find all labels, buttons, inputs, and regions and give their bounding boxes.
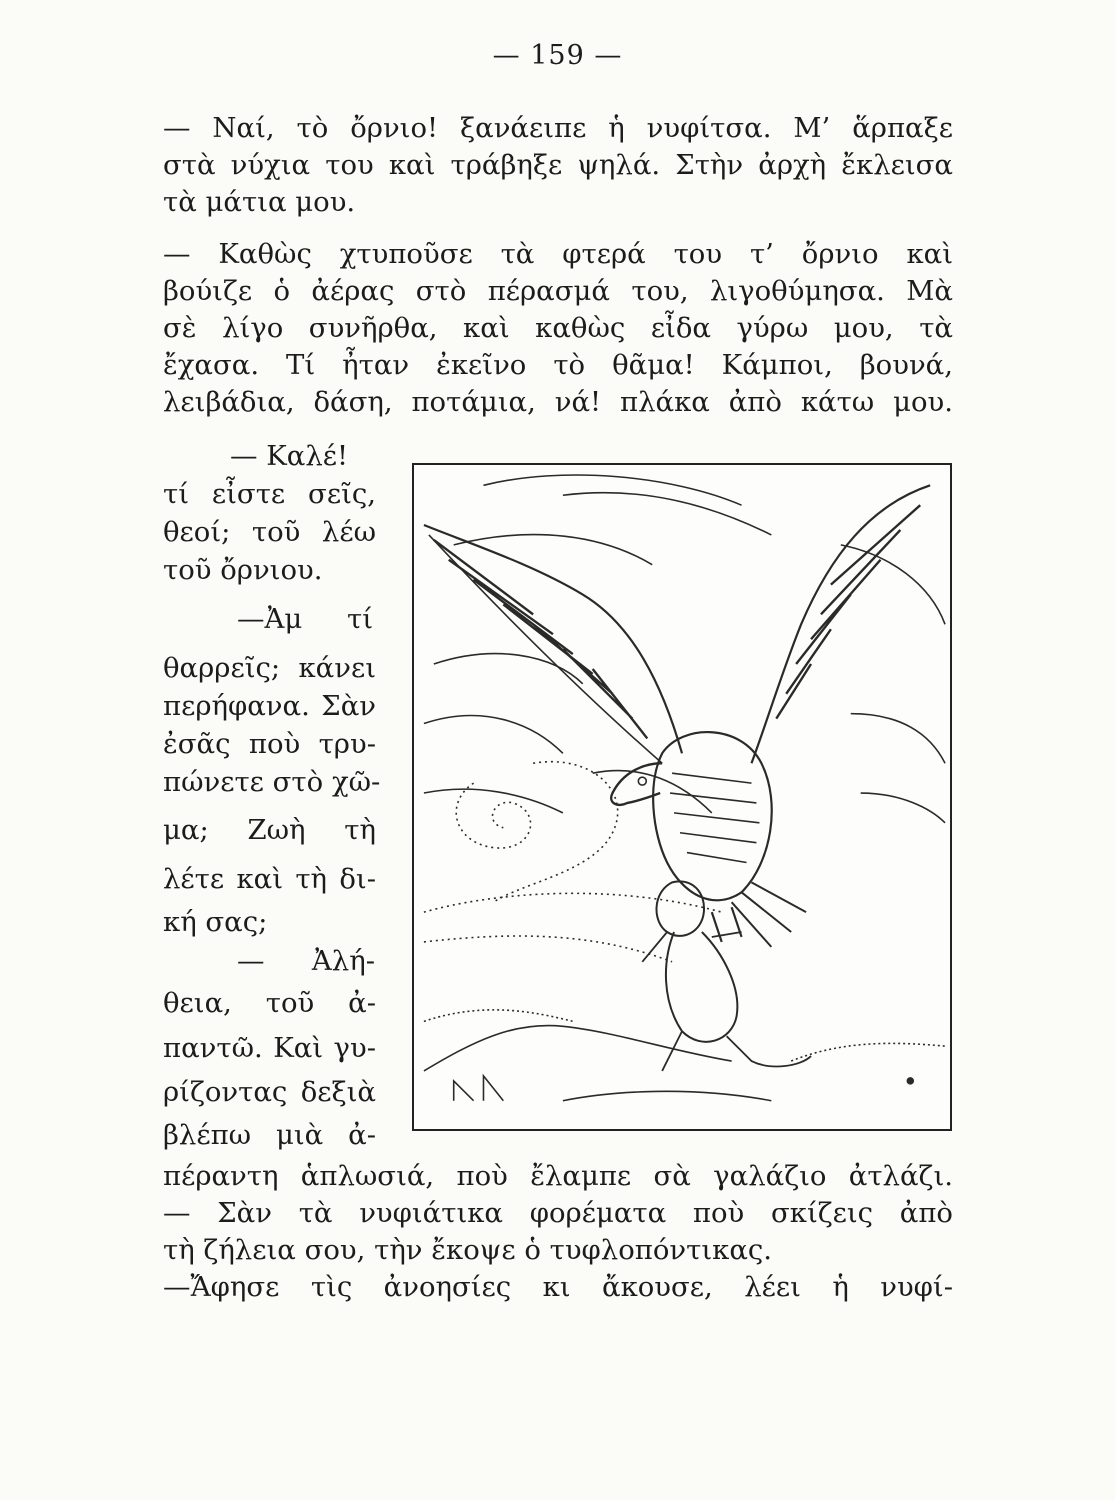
text-line: βούιζε ὁ ἀέρας στὸ πέρασμά του, λιγοθύμησα. Μὰ (163, 275, 953, 307)
text-line: — Καλέ! (230, 440, 349, 472)
text-line: — Ἀλή- (237, 945, 375, 977)
page-number: — 159 — (492, 40, 623, 71)
paragraph-1 (163, 110, 953, 221)
text-line: παντῶ. Καὶ γυ- (163, 1032, 376, 1064)
text-line: ἔχασα. Τί ἦταν ἐκεῖνο τὸ θᾶμα! Κάμποι, βουνά, (163, 349, 953, 381)
text-line: θαρρεῖς; κάνει (163, 652, 376, 684)
paragraph-2 (163, 236, 953, 421)
text-line: ρίζοντας δεξιὰ (163, 1076, 376, 1108)
text-line: — Σὰν τὰ νυφιάτικα φορέματα ποὺ σκίζεις ἀπὸ (163, 1197, 953, 1229)
text-line: τὰ μάτια μου. (163, 186, 356, 218)
text-line: τοῦ ὄρνιου. (163, 554, 323, 586)
text-line: περήφανα. Σὰν (163, 690, 376, 722)
text-line: —Ἄφησε τὶς ἀνοησίες κι ἄκουσε, λέει ἡ νυφί- (163, 1271, 953, 1303)
text-line: θεια, τοῦ ἀ- (163, 987, 376, 1019)
text-line: βλέπω μιὰ ἀ- (163, 1119, 376, 1151)
text-line: θεοί; τοῦ λέω (163, 516, 376, 548)
text-line: — Καθὼς χτυποῦσε τὰ φτερά του τ’ ὄρνιο καὶ (163, 238, 953, 270)
eagle-illustration (412, 463, 952, 1131)
text-line: τί εἶστε σεῖς, (163, 478, 376, 510)
text-line: τὴ ζήλεια σου, τὴν ἔκοψε ὁ τυφλοπόντικας. (163, 1234, 773, 1266)
text-line: λέτε καὶ τὴ δι- (163, 863, 376, 895)
text-line: σὲ λίγο συνῆρθα, καὶ καθὼς εἶδα γύρω μου, τὰ (163, 312, 953, 344)
text-line: —Ἀμ τί (237, 603, 373, 635)
text-line: ἐσᾶς ποὺ τρυ- (163, 728, 376, 760)
text-line: λειβάδια, δάση, ποτάμια, νά! πλάκα ἀπὸ κάτω μου. (163, 386, 953, 418)
text-line: — Ναί, τὸ ὄρνιο! ξανάειπε ἡ νυφίτσα. Μ’ ἅρπαξε (163, 112, 953, 144)
text-line: μα; Ζωὴ τὴ (163, 814, 376, 846)
text-line: πώνετε στὸ χῶ- (163, 766, 381, 798)
paragraph-3 (163, 1158, 953, 1306)
eagle-carrying-weasel-icon (414, 465, 950, 1129)
text-line: κή σας; (163, 906, 268, 938)
text-line: στὰ νύχια του καὶ τράβηξε ψηλά. Στὴν ἀρχὴ ἔκλεισα (163, 149, 953, 181)
text-line: πέραντη ἁπλωσιά, ποὺ ἔλαμπε σὰ γαλάζιο ἀτλάζι. (163, 1160, 953, 1192)
